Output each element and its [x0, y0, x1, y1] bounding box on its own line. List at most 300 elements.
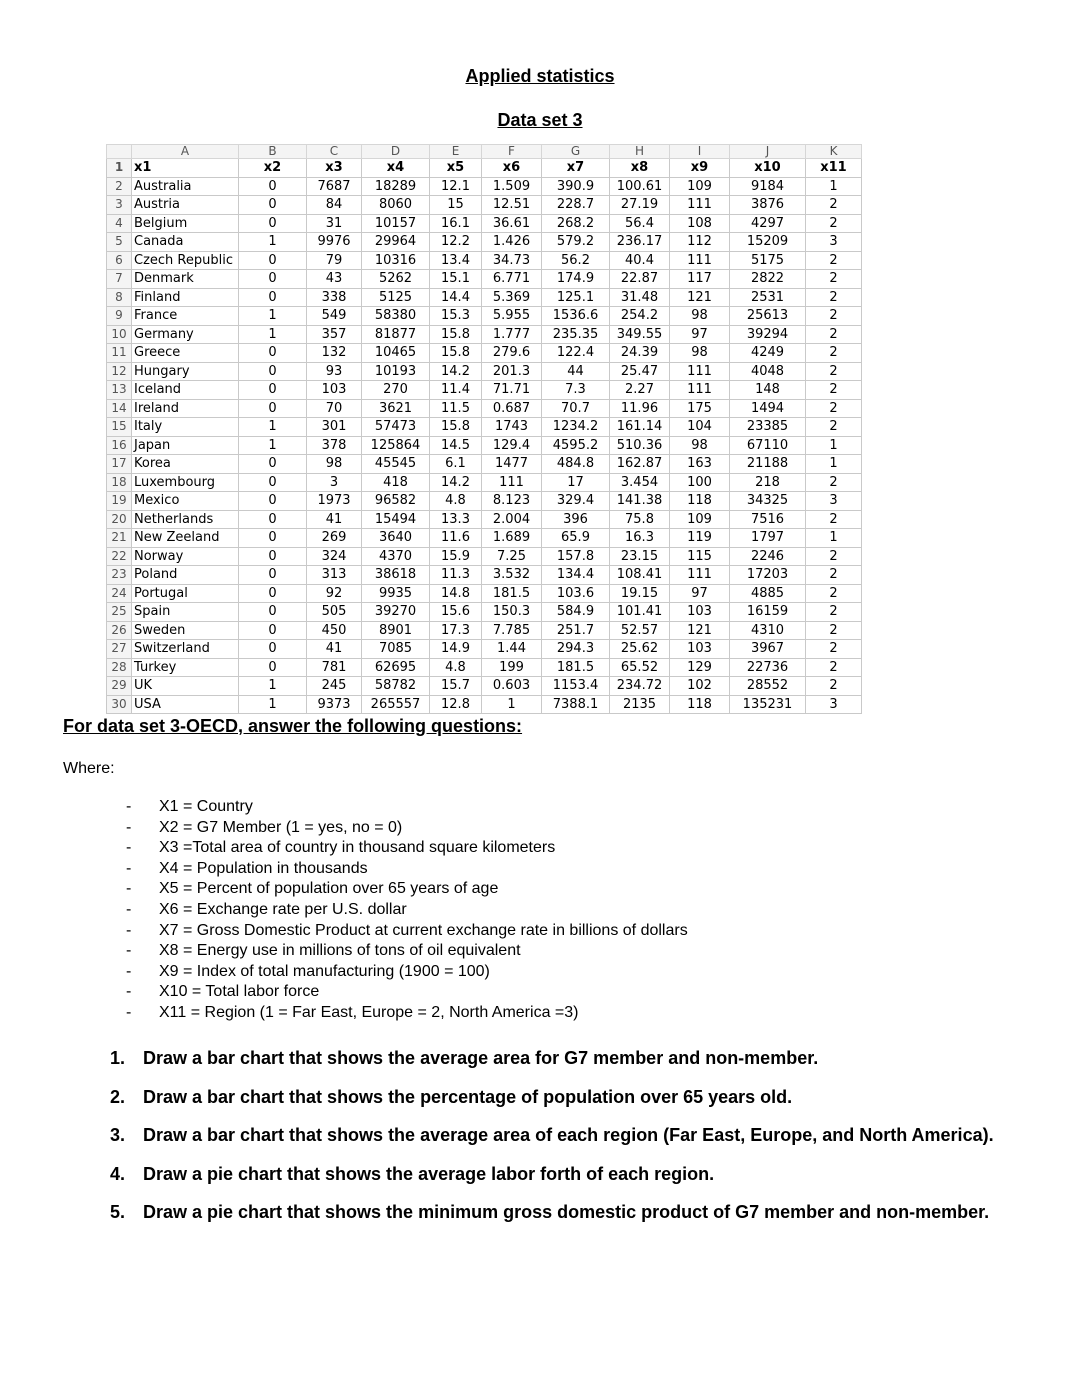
data-cell: 234.72 — [610, 677, 670, 696]
data-cell: 14.8 — [430, 584, 482, 603]
data-cell: 97 — [670, 584, 730, 603]
data-cell: 5.369 — [482, 288, 542, 307]
data-cell: 0 — [239, 640, 307, 659]
data-cell: 109 — [670, 177, 730, 196]
definition-text: X5 = Percent of population over 65 years of age — [159, 880, 499, 898]
data-cell: 1973 — [307, 492, 362, 511]
row-number: 1 — [107, 159, 132, 178]
row-number: 29 — [107, 677, 132, 696]
definition-text: X10 = Total labor force — [159, 983, 320, 1001]
country-cell: Switzerland — [132, 640, 239, 659]
data-cell: 97 — [670, 325, 730, 344]
data-cell: 56.4 — [610, 214, 670, 233]
data-cell: 93 — [307, 362, 362, 381]
data-cell: 23385 — [730, 418, 806, 437]
data-cell: 1 — [806, 436, 862, 455]
data-cell: 11.5 — [430, 399, 482, 418]
data-cell: 161.14 — [610, 418, 670, 437]
row-number: 9 — [107, 307, 132, 326]
data-cell: 67110 — [730, 436, 806, 455]
question-list — [110, 1039, 1016, 1232]
data-cell: 112 — [670, 233, 730, 252]
data-cell: 2 — [806, 251, 862, 270]
question-text: Draw a pie chart that shows the average labor forth of each region. — [143, 1163, 715, 1184]
header-cell: x10 — [730, 159, 806, 178]
data-cell: 19.15 — [610, 584, 670, 603]
data-cell: 0 — [239, 566, 307, 585]
data-cell: 1.509 — [482, 177, 542, 196]
data-cell: 0 — [239, 177, 307, 196]
data-cell: 3 — [806, 233, 862, 252]
section-heading: For data set 3-OECD, answer the following questions: — [63, 716, 523, 736]
column-letter-row — [107, 145, 862, 159]
data-cell: 2 — [806, 510, 862, 529]
where-label: Where: — [63, 760, 115, 777]
data-cell: 0 — [239, 584, 307, 603]
question-text: Draw a bar chart that shows the average area of each region (Far East, Europe, and North America). — [143, 1125, 994, 1145]
row-number: 5 — [107, 233, 132, 252]
data-cell: 2 — [806, 473, 862, 492]
data-cell: 313 — [307, 566, 362, 585]
country-cell: Czech Republic — [132, 251, 239, 270]
data-cell: 269 — [307, 529, 362, 548]
bullet-dash: - — [126, 942, 132, 960]
data-cell: 228.7 — [542, 196, 610, 215]
data-cell: 11.6 — [430, 529, 482, 548]
data-cell: 294.3 — [542, 640, 610, 659]
definition-item — [120, 900, 688, 921]
dataset-title: Data set 3 — [497, 110, 583, 130]
data-cell: 14.2 — [430, 473, 482, 492]
header-cell: x9 — [670, 159, 730, 178]
table-row — [107, 196, 862, 215]
data-cell: 2135 — [610, 695, 670, 714]
row-number: 3 — [107, 196, 132, 215]
data-cell: 2 — [806, 325, 862, 344]
data-cell: 18289 — [362, 177, 430, 196]
data-cell: 181.5 — [482, 584, 542, 603]
data-cell: 235.35 — [542, 325, 610, 344]
data-cell: 6.1 — [430, 455, 482, 474]
data-cell: 56.2 — [542, 251, 610, 270]
data-cell: 1 — [806, 455, 862, 474]
data-cell: 2 — [806, 288, 862, 307]
data-cell: 357 — [307, 325, 362, 344]
data-cell: 181.5 — [542, 658, 610, 677]
data-cell: 65.52 — [610, 658, 670, 677]
data-cell: 1743 — [482, 418, 542, 437]
data-cell: 28552 — [730, 677, 806, 696]
data-cell: 396 — [542, 510, 610, 529]
data-cell: 1477 — [482, 455, 542, 474]
data-cell: 101.41 — [610, 603, 670, 622]
table-row — [107, 436, 862, 455]
variable-definitions — [120, 797, 688, 1024]
data-cell: 17 — [542, 473, 610, 492]
data-cell: 129 — [670, 658, 730, 677]
data-cell: 4310 — [730, 621, 806, 640]
data-cell: 21188 — [730, 455, 806, 474]
data-cell: 100.61 — [610, 177, 670, 196]
data-cell: 3.454 — [610, 473, 670, 492]
data-cell: 11.96 — [610, 399, 670, 418]
column-letter: I — [670, 145, 730, 159]
data-cell: 15.1 — [430, 270, 482, 289]
country-cell: Finland — [132, 288, 239, 307]
definition-item — [120, 859, 688, 880]
row-number: 20 — [107, 510, 132, 529]
question-number: 3. — [110, 1125, 126, 1145]
data-cell: 199 — [482, 658, 542, 677]
data-cell: 329.4 — [542, 492, 610, 511]
data-cell: 150.3 — [482, 603, 542, 622]
data-cell: 104 — [670, 418, 730, 437]
data-cell: 115 — [670, 547, 730, 566]
definition-text: X4 = Population in thousands — [159, 859, 368, 877]
data-cell: 111 — [670, 362, 730, 381]
data-cell: 81877 — [362, 325, 430, 344]
data-cell: 84 — [307, 196, 362, 215]
data-cell: 0 — [239, 529, 307, 548]
data-cell: 3 — [806, 492, 862, 511]
data-cell: 12.51 — [482, 196, 542, 215]
row-number: 30 — [107, 695, 132, 714]
data-cell: 270 — [362, 381, 430, 400]
data-cell: 1 — [239, 436, 307, 455]
data-cell: 265557 — [362, 695, 430, 714]
data-cell: 98 — [670, 307, 730, 326]
data-cell: 70 — [307, 399, 362, 418]
bullet-dash: - — [126, 1003, 132, 1021]
data-cell: 2 — [806, 418, 862, 437]
table-row — [107, 362, 862, 381]
data-cell: 0 — [239, 214, 307, 233]
data-cell: 10157 — [362, 214, 430, 233]
table-row — [107, 621, 862, 640]
definition-item — [120, 879, 688, 900]
data-cell: 1797 — [730, 529, 806, 548]
data-cell: 10193 — [362, 362, 430, 381]
data-cell: 102 — [670, 677, 730, 696]
country-cell: Iceland — [132, 381, 239, 400]
data-cell: 27.19 — [610, 196, 670, 215]
country-cell: Ireland — [132, 399, 239, 418]
table-row — [107, 473, 862, 492]
data-cell: 279.6 — [482, 344, 542, 363]
data-cell: 7085 — [362, 640, 430, 659]
bullet-dash: - — [126, 839, 132, 857]
data-cell: 1.777 — [482, 325, 542, 344]
data-cell: 5125 — [362, 288, 430, 307]
table-row — [107, 492, 862, 511]
data-cell: 9976 — [307, 233, 362, 252]
data-cell: 1 — [239, 677, 307, 696]
row-number: 4 — [107, 214, 132, 233]
data-cell: 109 — [670, 510, 730, 529]
data-cell: 2 — [806, 658, 862, 677]
data-cell: 98 — [670, 344, 730, 363]
column-letter: K — [806, 145, 862, 159]
data-cell: 0 — [239, 603, 307, 622]
data-cell: 2 — [806, 566, 862, 585]
row-number: 17 — [107, 455, 132, 474]
definition-item — [120, 1003, 688, 1024]
bullet-dash: - — [126, 818, 132, 836]
definition-text: X3 =Total area of country in thousand square kilometers — [159, 839, 556, 857]
table-row — [107, 510, 862, 529]
country-cell: Spain — [132, 603, 239, 622]
data-cell: 0 — [239, 362, 307, 381]
table-row — [107, 695, 862, 714]
column-letter: E — [430, 145, 482, 159]
data-cell: 174.9 — [542, 270, 610, 289]
data-cell: 22.87 — [610, 270, 670, 289]
data-cell: 100 — [670, 473, 730, 492]
data-cell: 245 — [307, 677, 362, 696]
data-cell: 8060 — [362, 196, 430, 215]
country-cell: Australia — [132, 177, 239, 196]
row-number: 15 — [107, 418, 132, 437]
data-cell: 13.4 — [430, 251, 482, 270]
country-cell: Austria — [132, 196, 239, 215]
data-cell: 11.4 — [430, 381, 482, 400]
data-cell: 17203 — [730, 566, 806, 585]
question-item — [110, 1193, 1016, 1232]
data-cell: 7.785 — [482, 621, 542, 640]
data-cell: 103.6 — [542, 584, 610, 603]
bullet-dash: - — [126, 900, 132, 918]
data-cell: 0 — [239, 344, 307, 363]
header-cell: x5 — [430, 159, 482, 178]
data-cell: 1 — [482, 695, 542, 714]
data-cell: 2 — [806, 677, 862, 696]
data-cell: 44 — [542, 362, 610, 381]
data-cell: 8.123 — [482, 492, 542, 511]
data-cell: 98 — [307, 455, 362, 474]
data-cell: 3876 — [730, 196, 806, 215]
data-cell: 3 — [307, 473, 362, 492]
data-cell: 450 — [307, 621, 362, 640]
data-cell: 108.41 — [610, 566, 670, 585]
data-cell: 45545 — [362, 455, 430, 474]
data-cell: 301 — [307, 418, 362, 437]
country-cell: Portugal — [132, 584, 239, 603]
data-cell: 7388.1 — [542, 695, 610, 714]
definition-item — [120, 941, 688, 962]
data-cell: 1.689 — [482, 529, 542, 548]
data-cell: 163 — [670, 455, 730, 474]
data-cell: 92 — [307, 584, 362, 603]
data-cell: 34.73 — [482, 251, 542, 270]
data-cell: 24.39 — [610, 344, 670, 363]
data-cell: 141.38 — [610, 492, 670, 511]
data-cell: 1 — [239, 307, 307, 326]
data-cell: 338 — [307, 288, 362, 307]
data-cell: 2 — [806, 603, 862, 622]
data-cell: 0 — [239, 288, 307, 307]
data-cell: 2 — [806, 381, 862, 400]
country-cell: New Zeeland — [132, 529, 239, 548]
data-cell: 4297 — [730, 214, 806, 233]
bullet-dash: - — [126, 859, 132, 877]
header-cell: x6 — [482, 159, 542, 178]
column-letter: H — [610, 145, 670, 159]
definition-item — [120, 982, 688, 1003]
header-cell: x1 — [132, 159, 239, 178]
data-cell: 10316 — [362, 251, 430, 270]
table-row — [107, 325, 862, 344]
data-cell: 134.4 — [542, 566, 610, 585]
data-cell: 4.8 — [430, 658, 482, 677]
data-cell: 0 — [239, 196, 307, 215]
data-cell: 40.4 — [610, 251, 670, 270]
header-cell: x7 — [542, 159, 610, 178]
data-cell: 15.9 — [430, 547, 482, 566]
data-cell: 16.1 — [430, 214, 482, 233]
definition-text: X9 = Index of total manufacturing (1900 = 100) — [159, 962, 490, 980]
table-row — [107, 399, 862, 418]
data-cell: 7687 — [307, 177, 362, 196]
data-cell: 15.8 — [430, 418, 482, 437]
data-cell: 10465 — [362, 344, 430, 363]
data-cell: 132 — [307, 344, 362, 363]
definition-text: X6 = Exchange rate per U.S. dollar — [159, 900, 407, 918]
data-cell: 236.17 — [610, 233, 670, 252]
definition-item — [120, 797, 688, 818]
data-cell: 0 — [239, 251, 307, 270]
data-cell: 2 — [806, 399, 862, 418]
data-cell: 4370 — [362, 547, 430, 566]
data-cell: 118 — [670, 492, 730, 511]
data-cell: 549 — [307, 307, 362, 326]
data-cell: 0 — [239, 399, 307, 418]
data-cell: 111 — [670, 566, 730, 585]
bullet-dash: - — [126, 880, 132, 898]
data-cell: 1153.4 — [542, 677, 610, 696]
data-cell: 25613 — [730, 307, 806, 326]
table-row — [107, 214, 862, 233]
data-cell: 2.004 — [482, 510, 542, 529]
data-cell: 31.48 — [610, 288, 670, 307]
country-cell: Greece — [132, 344, 239, 363]
data-cell: 3 — [806, 695, 862, 714]
data-cell: 125864 — [362, 436, 430, 455]
data-cell: 39270 — [362, 603, 430, 622]
row-number: 10 — [107, 325, 132, 344]
data-cell: 2 — [806, 362, 862, 381]
data-cell: 111 — [670, 381, 730, 400]
data-cell: 175 — [670, 399, 730, 418]
data-cell: 75.8 — [610, 510, 670, 529]
row-number: 6 — [107, 251, 132, 270]
data-cell: 1.44 — [482, 640, 542, 659]
table-row — [107, 566, 862, 585]
data-cell: 15494 — [362, 510, 430, 529]
data-cell: 254.2 — [610, 307, 670, 326]
data-cell: 15.3 — [430, 307, 482, 326]
country-cell: Norway — [132, 547, 239, 566]
data-cell: 9373 — [307, 695, 362, 714]
data-cell: 58782 — [362, 677, 430, 696]
data-cell: 7516 — [730, 510, 806, 529]
row-number: 22 — [107, 547, 132, 566]
table-row — [107, 418, 862, 437]
data-cell: 15 — [430, 196, 482, 215]
data-cell: 0 — [239, 473, 307, 492]
data-cell: 0.603 — [482, 677, 542, 696]
data-cell: 31 — [307, 214, 362, 233]
data-cell: 34325 — [730, 492, 806, 511]
country-cell: USA — [132, 695, 239, 714]
country-cell: Korea — [132, 455, 239, 474]
data-cell: 378 — [307, 436, 362, 455]
column-letter: B — [239, 145, 307, 159]
row-number: 25 — [107, 603, 132, 622]
data-cell: 111 — [670, 196, 730, 215]
data-cell: 14.4 — [430, 288, 482, 307]
row-number: 27 — [107, 640, 132, 659]
data-cell: 13.3 — [430, 510, 482, 529]
data-cell: 8901 — [362, 621, 430, 640]
data-cell: 2 — [806, 640, 862, 659]
data-cell: 0 — [239, 621, 307, 640]
data-cell: 71.71 — [482, 381, 542, 400]
data-cell: 148 — [730, 381, 806, 400]
data-cell: 505 — [307, 603, 362, 622]
data-cell: 0 — [239, 270, 307, 289]
data-cell: 17.3 — [430, 621, 482, 640]
header-cell: x3 — [307, 159, 362, 178]
data-cell: 2246 — [730, 547, 806, 566]
row-number: 8 — [107, 288, 132, 307]
table-row — [107, 455, 862, 474]
data-cell: 121 — [670, 621, 730, 640]
data-cell: 781 — [307, 658, 362, 677]
question-item — [110, 1155, 1016, 1194]
data-cell: 62695 — [362, 658, 430, 677]
header-cell: x8 — [610, 159, 670, 178]
data-cell: 122.4 — [542, 344, 610, 363]
data-cell: 103 — [670, 603, 730, 622]
data-cell: 579.2 — [542, 233, 610, 252]
data-cell: 57473 — [362, 418, 430, 437]
data-cell: 0.687 — [482, 399, 542, 418]
country-cell: France — [132, 307, 239, 326]
data-cell: 201.3 — [482, 362, 542, 381]
data-cell: 349.55 — [610, 325, 670, 344]
data-cell: 2.27 — [610, 381, 670, 400]
country-cell: Germany — [132, 325, 239, 344]
data-cell: 1 — [806, 177, 862, 196]
header-cell: x2 — [239, 159, 307, 178]
data-cell: 4048 — [730, 362, 806, 381]
data-cell: 251.7 — [542, 621, 610, 640]
definition-text: X8 = Energy use in millions of tons of oil equivalent — [159, 942, 521, 960]
document-title: Applied statistics — [465, 66, 615, 86]
definition-item — [120, 838, 688, 859]
row-number: 14 — [107, 399, 132, 418]
country-cell: Poland — [132, 566, 239, 585]
data-cell: 1 — [239, 418, 307, 437]
row-number: 21 — [107, 529, 132, 548]
data-cell: 12.1 — [430, 177, 482, 196]
data-cell: 2 — [806, 307, 862, 326]
data-cell: 4885 — [730, 584, 806, 603]
question-item — [110, 1078, 1016, 1117]
data-cell: 2 — [806, 196, 862, 215]
data-cell: 129.4 — [482, 436, 542, 455]
data-cell: 4595.2 — [542, 436, 610, 455]
